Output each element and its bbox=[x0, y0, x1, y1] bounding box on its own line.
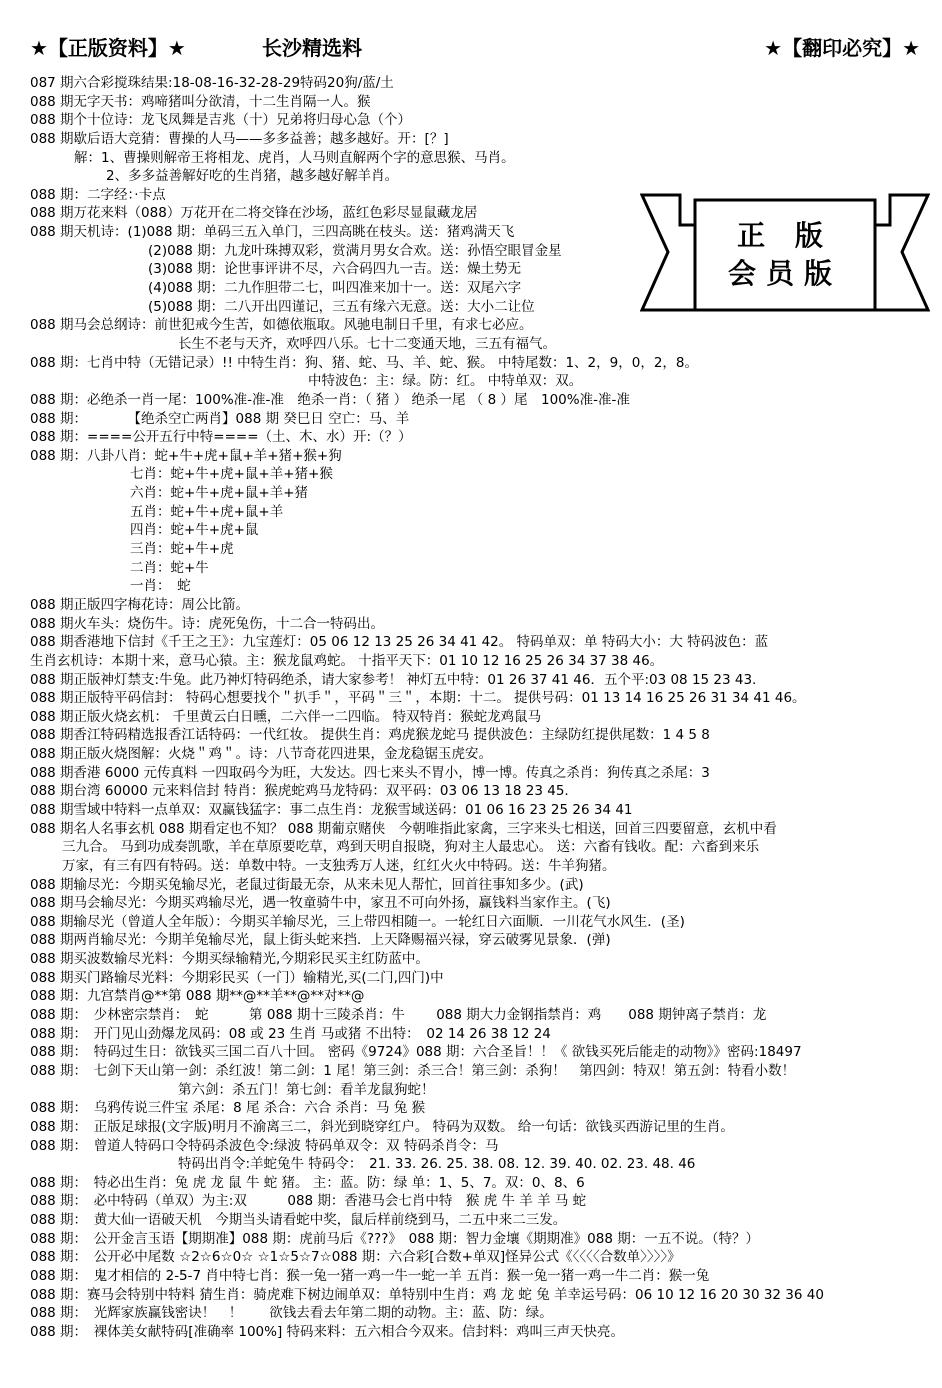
text-line: 088 期香江特码精选报香江话特码：一代红妆。 提供生肖：鸡虎猴龙蛇马 提供波色：主绿防红提供尾数：1 4 5 8 bbox=[30, 727, 710, 744]
text-line: 088 期：必绝杀一肖一尾：100%准-准-准 绝杀一肖：（ 猪 ） 绝杀一尾 （ 8 ）尾 100%准-准-准 bbox=[30, 391, 630, 408]
text-line: 088 期： 必中特码（单双）为主:双 088 期：香港马会七肖中特 猴 虎 牛 羊 羊 马 蛇 bbox=[30, 1193, 587, 1210]
text-line: 087 期六合彩搅珠结果:18-08-16-32-28-29特码20狗/蓝/土 bbox=[30, 75, 394, 91]
text-line: 088 期歇后语大竞猜：曹操的人马——多多益善；越多越好。开：[？] bbox=[30, 130, 449, 147]
text-line: 088 期： 特必出生肖：兔 虎 龙 鼠 牛 蛇 猪。 主：蓝。防：绿 单：1、5、7。双：0、8、6 bbox=[30, 1174, 585, 1191]
text-line: 2、多多益善解好吃的生肖猪，越多越好解羊肖。 bbox=[106, 168, 399, 185]
text-line: 088 期： 特码过生日：欲钱买三国二百八十回。 密码《9724》088 期：六合圣旨！！《 欲钱买死后能走的动物》》密码:18497 bbox=[30, 1044, 802, 1061]
text-line: 088 期香港地下信封《千王之王》：九宝莲灯：05 06 12 13 25 26 34 41 42。 特码单双：单 特码大小：大 特码波色：蓝 bbox=[30, 634, 769, 651]
text-line: 088 期两肖输尽光：今期羊兔输尽光，鼠上街头蛇来挡．上天降赐福兴禄，穿云破雾见景象．(弹) bbox=[30, 932, 611, 949]
text-line: 088 期：====公开五行中特====（土、木、水）开:（？） bbox=[30, 429, 412, 446]
text-line: 088 期正版火烧玄机： 千里黄云白日曛，二六伴一二四临。 特双特肖：猴蛇龙鸡鼠马 bbox=[30, 708, 542, 725]
text-line: 六肖：蛇+牛+虎+鼠+羊+猪 bbox=[130, 485, 309, 502]
page-header bbox=[0, 0, 942, 62]
text-line: 088 期： 公开必中尾数 ☆2☆6☆0☆ ☆1☆5☆7☆088 期：六合彩[合数+单双]怪异公式《〈〈〈〈合数单〉〉〉〉》 bbox=[30, 1249, 681, 1266]
text-line: 088 期火车头：烧伤牛。诗：虎死兔伤，十二合一特码出。 bbox=[30, 615, 385, 632]
text-line: 088 期正版四字梅花诗：周公比箭。 bbox=[30, 596, 250, 613]
text-line: 088 期：赛马会特别中特料 猜生肖：骑虎难下树边闹单双：单特别中生肖：鸡 龙 蛇 兔 羊幸运号码：06 10 12 16 20 30 32 36 40 bbox=[30, 1286, 824, 1303]
text-line: 特码出肖令:羊蛇兔牛 特码令： 21. 33. 26. 25. 38. 08. 12. 39. 40. 02. 23. 48. 46 bbox=[178, 1156, 696, 1173]
text-line: 088 期台湾 60000 元来料信封 特肖：猴虎蛇鸡马龙特码：双平码：03 06 13 18 23 45. bbox=[30, 783, 569, 800]
text-line: 088 期买波数输尽光料：今期买绿输精光,今期彩民买主红防蓝中。 bbox=[30, 951, 429, 968]
text-line: 088 期马会输尽光：今期买鸡输尽光，遇一牧童骑牛中，家丑不可向外扬，赢钱料当家作主。(飞) bbox=[30, 895, 611, 912]
text-line: 万家，有三有四有特码。送：单数中特。一支独秀万人迷，红红火火中特码。送：牛羊狗猪。 bbox=[62, 857, 616, 874]
text-line: 七肖：蛇+牛+虎+鼠+羊+猪+猴 bbox=[130, 466, 333, 483]
header-left: ★【正版资料】★ bbox=[30, 36, 186, 60]
text-line: 解：1、曹操则解帝王将相龙、虎肖，人马则直解两个字的意思猴、马肖。 bbox=[74, 149, 515, 166]
text-line: 088 期： 【绝杀空亡两肖】088 期 癸巳日 空亡：马、羊 bbox=[30, 410, 410, 427]
text-line: (2)088 期：九龙叶珠搏双彩，赏满月男女合欢。送：孙悟空眼冒金星 bbox=[148, 242, 562, 259]
text-line: 088 期： 七剑下天山第一剑：杀红波！第二剑：1 尾！第三剑：杀三合！第三剑：杀狗！ 第四剑：特双！第五剑：特看小数！ bbox=[30, 1062, 796, 1079]
text-line: 088 期：八卦八肖：蛇+牛+虎+鼠+羊+猪+猴+狗 bbox=[30, 447, 342, 464]
text-line: 088 期： 开门见山劲爆龙凤码：08 或 23 生肖 马或猪 不出特： 02 14 26 38 12 24 bbox=[30, 1025, 551, 1042]
text-line: 088 期： 光辉家族赢钱密诀！ ！ 欲钱去看去年第二期的动物。主：蓝、防：绿。 bbox=[30, 1305, 553, 1322]
header-right: ★【翻印必究】★ bbox=[764, 36, 920, 60]
text-line: 三九合。 马到功成奏凯歌，羊在草原要吃草，鸡到天明自报晓，狗对主人最忠心。 送：六畜有钱收。配：六畜到来乐 bbox=[62, 839, 760, 856]
text-line: 088 期雪域中特料一点单双：双赢钱猛字：事二点生肖：龙猴雪域送码：01 06 16 23 25 26 34 41 bbox=[30, 801, 633, 818]
text-line: 三肖：蛇+牛+虎 bbox=[130, 541, 234, 558]
badge-line-1: 正 版 bbox=[737, 219, 833, 252]
text-line: 四肖：蛇+牛+虎+鼠 bbox=[130, 522, 259, 539]
document-body bbox=[30, 74, 930, 1342]
text-line: 088 期个十位诗：龙飞凤舞是吉兆（十）兄弟将归母心急（个） bbox=[30, 112, 412, 129]
text-line: 088 期：九宫禁肖@**第 088 期**@**羊**@**对**@ bbox=[30, 988, 365, 1005]
text-line: 088 期：二字经：·卡点 bbox=[30, 186, 166, 203]
text-line: 二肖：蛇+牛 bbox=[130, 559, 209, 576]
text-line: 088 期：七肖中特（无错记录）!! 中特生肖：狗、猪、蛇、马、羊、蛇、猴。 中特尾数：1、2，9，0，2，8。 bbox=[30, 354, 698, 371]
text-line: 五肖：蛇+牛+虎+鼠+羊 bbox=[130, 503, 284, 520]
text-line: (4)088 期：二九作胆带二七，叫四准来加十一。送：双尾六字 bbox=[148, 280, 522, 297]
text-line: 088 期名人名事玄机 088 期看定也不知？ 088 期葡京赌侠 今朝唯指此家禽，三字来头七相送，回首三四要留意，玄机中看 bbox=[30, 820, 777, 837]
text-line: 088 期万花来料（088）万花开在二将交锋在沙场，蓝红色彩尽显鼠藏龙居 bbox=[30, 205, 478, 222]
text-line: 088 期： 乌鸦传说三件宝 杀尾：8 尾 杀合：六合 杀肖：马 兔 猴 bbox=[30, 1100, 426, 1117]
text-line: 088 期： 曾道人特码口令特码杀波色令:绿波 特码单双令：双 特码杀肖令：马 bbox=[30, 1137, 499, 1154]
text-line: 088 期输尽光：今期买兔输尽光，老鼠过街最无奈，从来未见人帮忙，回首往事知多少。(武) bbox=[30, 876, 584, 893]
text-line: (5)088 期：二八开出四谨记，三五有缘六无意。送：大小二让位 bbox=[148, 298, 535, 315]
text-line: 088 期正版火烧图解：火烧＂鸡＂。诗：八节奇花四进果，金龙稳锯玉虎安。 bbox=[30, 746, 493, 763]
text-line: 一肖： 蛇 bbox=[130, 578, 191, 595]
text-line: 088 期： 公开金言玉语【期期准】088 期：虎前马后《???》 088 期：智力金壤《期期准》088 期：一五不说。（特？） bbox=[30, 1230, 759, 1247]
text-line: 088 期： 少林密宗禁肖： 蛇 第 088 期十三陵杀肖：牛 088 期大力金钢指禁肖：鸡 088 期钟离子禁肖：龙 bbox=[30, 1007, 767, 1024]
text-line: 088 期输尽光（曾道人全年版）：今期买羊输尽光，三上带四相随一。一轮红日六面顺．一川花气水风生．(圣) bbox=[30, 913, 685, 930]
text-line: 088 期天机诗：(1)088 期：单码三五入单门，三四高眺在枝头。送：猪鸡满天飞 bbox=[30, 224, 515, 241]
text-line: 长生不老与天齐，欢呼四八乐。七十二变通天地，三五有福气。 bbox=[178, 335, 556, 352]
text-line: 088 期： 黄大仙一语破天机 今期当头请看蛇中奖，鼠后样前绕到马，二五中来二三发。 bbox=[30, 1212, 567, 1229]
text-line: 088 期正版特平码信封： 特码心想要找个＂扒手＂，平码＂三＂，本期：十二。 提供号码：01 13 14 16 25 26 31 34 41 46。 bbox=[30, 690, 806, 707]
badge-line-2: 会员版 bbox=[727, 257, 842, 290]
text-line: 088 期无字天书：鸡啼猪叫分欲清，十二生肖隔一人。猴 bbox=[30, 93, 371, 110]
text-line: 088 期： 鬼才相信的 2-5-7 肖中特七肖：猴一兔一猪一鸡一牛一蛇一羊 五肖：猴一兔一猪一鸡一牛二肖：猴一兔 bbox=[30, 1268, 710, 1284]
text-line: 088 期： 裸体美女献特码[准确率 100%] 特码来料：五六相合今双来。信封料：鸡叫三声天快亮。 bbox=[30, 1323, 625, 1340]
text-line: 中特波色：主：绿。防：红。 中特单双：双。 bbox=[308, 373, 583, 390]
page-title: 长沙精选料 bbox=[262, 36, 362, 60]
text-line: 生肖玄机诗：本期十来，意马心猿。主：猴龙鼠鸡蛇。 十指平天下：01 10 12 16 25 26 34 37 38 46。 bbox=[30, 652, 664, 669]
text-line: 088 期买门路输尽光料：今期彩民买（一门）输精光,买(二门,四门)中 bbox=[30, 969, 444, 986]
text-line: 088 期马会总纲诗：前世犯戒今生苦，如德依瓶取。风驰电制日千里，有求七必应。 bbox=[30, 317, 533, 334]
text-line: 088 期正版神灯禁支:牛兔。此乃神灯特码绝杀，请大家参考！ 神灯五中特：01 26 37 41 46．五个平:03 08 15 23 43. bbox=[30, 671, 757, 688]
text-line: (3)088 期：论世事评讲不尽，六合码四九一吉。送：燥土势无 bbox=[148, 261, 522, 278]
text-line: 088 期： 正版足球报(文字版)明月不渝离三二，斜光到晓穿红户。 特码为双数。 给一句话：欲钱买西游记里的生肖。 bbox=[30, 1118, 734, 1135]
text-line: 第六剑：杀五门！第七剑：看羊龙鼠狗蛇！ bbox=[178, 1081, 435, 1098]
text-line: 088 期香港 6000 元传真料 一四取码今为旺，大发达。四七来头不胃小，博一博。传真之杀肖：狗传真之杀尾：3 bbox=[30, 764, 710, 781]
